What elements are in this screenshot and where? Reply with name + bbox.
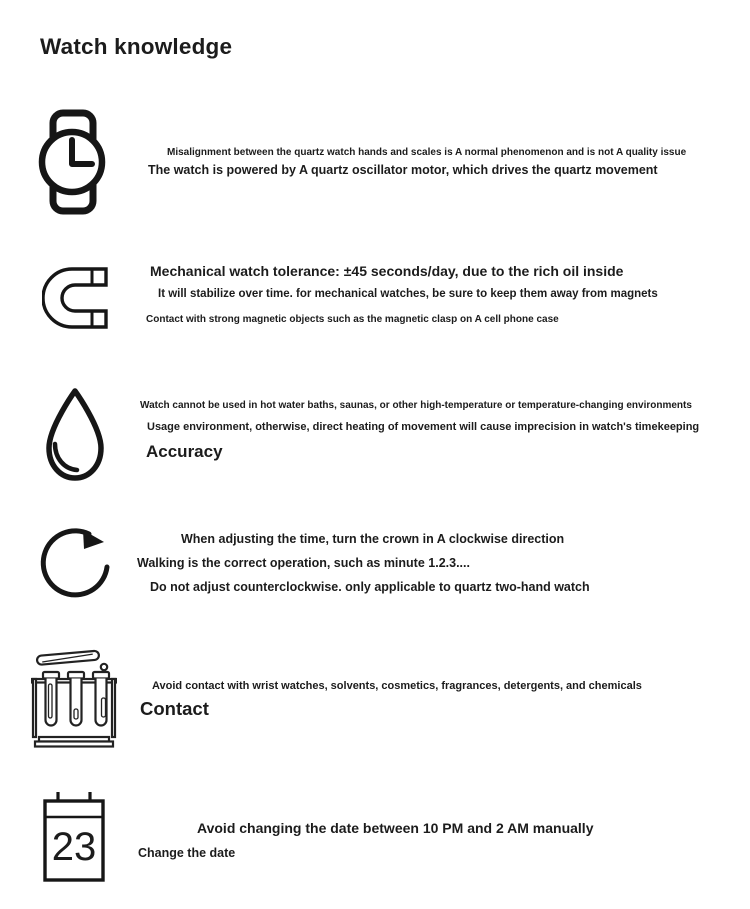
note-line: Contact with strong magnetic objects such as the magnetic clasp on A cell phone case bbox=[146, 314, 559, 325]
water-drop-icon bbox=[39, 386, 111, 484]
page-title: Watch knowledge bbox=[40, 34, 233, 59]
note-line: Usage environment, otherwise, direct heating of movement will cause imprecision in watch's timekeeping bbox=[147, 421, 700, 433]
note-line: Mechanical watch tolerance: ±45 seconds/day, due to the rich oil inside bbox=[150, 263, 624, 279]
note-line: The watch is powered by A quartz oscillator motor, which drives the quartz movement bbox=[148, 163, 658, 177]
note-line: It will stabilize over time. for mechanical watches, be sure to keep them away from magnets bbox=[158, 288, 658, 300]
calendar-icon bbox=[41, 790, 107, 884]
note-line: Avoid contact with wrist watches, solvents, cosmetics, fragrances, detergents, and chemicals bbox=[152, 680, 642, 692]
note-line: Walking is the correct operation, such as minute 1.2.3.... bbox=[137, 556, 470, 570]
wristwatch-icon bbox=[37, 109, 107, 215]
note-line: When adjusting the time, turn the crown in A clockwise direction bbox=[181, 532, 565, 546]
note-line: Misalignment between the quartz watch hands and scales is A normal phenomenon and is not A quality issue bbox=[167, 147, 687, 158]
note-line: Do not adjust counterclockwise. only applicable to quartz two-hand watch bbox=[150, 580, 590, 594]
section-heading: Accuracy bbox=[146, 442, 223, 461]
section-heading: Contact bbox=[140, 698, 209, 719]
note-line: Avoid changing the date between 10 PM and 2 AM manually bbox=[197, 820, 594, 836]
magnet-icon bbox=[42, 266, 108, 330]
note-line: Change the date bbox=[138, 846, 236, 860]
calendar-day-number: 23 bbox=[51, 825, 97, 869]
note-line: Watch cannot be used in hot water baths, saunas, or other high-temperature or temperature-changing environments bbox=[140, 400, 692, 411]
clockwise-arrow-icon bbox=[38, 521, 116, 613]
test-tubes-icon bbox=[31, 643, 117, 749]
